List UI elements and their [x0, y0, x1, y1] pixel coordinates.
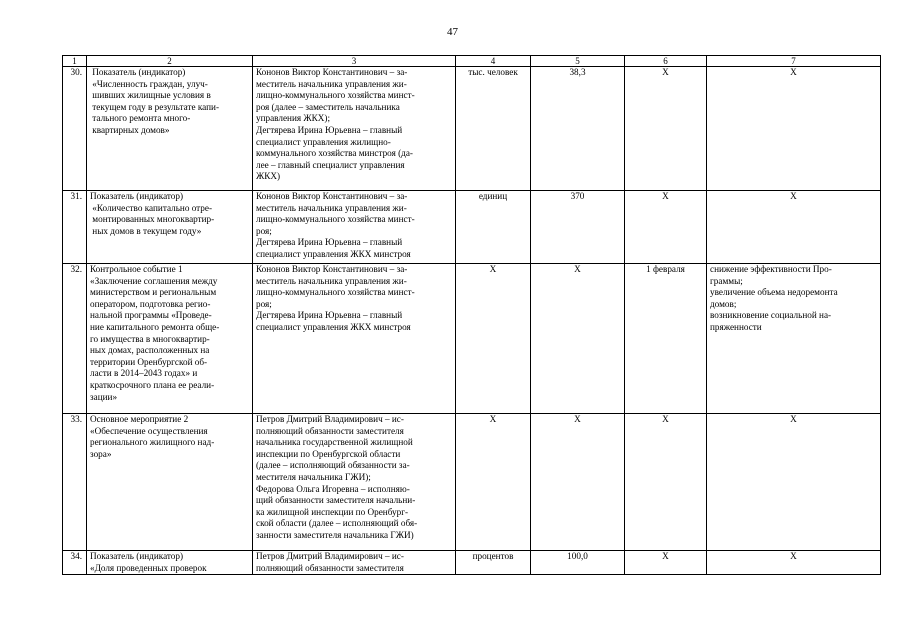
risks: Х: [707, 67, 881, 191]
unit-of-measure: Х: [456, 414, 531, 551]
indicator-value: 370: [531, 191, 625, 264]
deadline: 1 февраля: [625, 264, 707, 414]
responsible-persons: Кононов Виктор Константинович – за- меститель начальника управления жи- лищно-коммунального хозяйства минст- роя; Дегтярева Ирина Юрьевна – главный специалист управления ЖКХ минстроя: [253, 264, 456, 414]
row-number: 30.: [63, 67, 87, 191]
row-number: 34.: [63, 551, 87, 575]
column-header-6: 6: [625, 56, 707, 67]
item-name: Основное мероприятие 2 «Обеспечение осуществления регионального жилищного над- зора»: [87, 414, 253, 551]
table-row: [63, 191, 881, 264]
unit-of-measure: единиц: [456, 191, 531, 264]
unit-of-measure: Х: [456, 264, 531, 414]
page-number: 47: [447, 26, 458, 38]
table-row: [63, 551, 881, 575]
table-row: [63, 414, 881, 551]
header-row: [63, 56, 881, 67]
row-number: 32.: [63, 264, 87, 414]
table-row: [63, 67, 881, 191]
column-header-3: 3: [253, 56, 456, 67]
unit-of-measure: тыс. человек: [456, 67, 531, 191]
item-name: Контрольное событие 1 «Заключение соглашения между министерством и региональным оператором, подготовка регио- нальной программы «Проведе- ние капитального ремонта обще- го имущества в многоквартир- ных домах, расположенных на территории Оренбургской об- ласти в 2014–2043 годах» и краткосрочного плана ее реали- зации»: [87, 264, 253, 414]
indicator-value: 100,0: [531, 551, 625, 575]
responsible-persons: Петров Дмитрий Владимирович – ис- полняющий обязанности заместителя: [253, 551, 456, 575]
risks: снижение эффективности Про- граммы; увеличение объема недоремонта домов; возникновение социальной на- пряженности: [707, 264, 881, 414]
column-header-2: 2: [87, 56, 253, 67]
risks: Х: [707, 191, 881, 264]
unit-of-measure: процентов: [456, 551, 531, 575]
deadline: Х: [625, 414, 707, 551]
risks: Х: [707, 414, 881, 551]
column-header-1: 1: [63, 56, 87, 67]
item-name: Показатель (индикатор) «Количество капитально отре- монтированных многоквартир- ных домов в текущем году»: [87, 191, 253, 264]
item-name: Показатель (индикатор) «Численность граждан, улуч- шивших жилищные условия в текущем году в результате капи- тального ремонта много- квартирных домов»: [87, 67, 253, 191]
column-header-4: 4: [456, 56, 531, 67]
table-row: [63, 264, 881, 414]
indicator-value: Х: [531, 414, 625, 551]
deadline: Х: [625, 191, 707, 264]
row-number: 31.: [63, 191, 87, 264]
indicator-value: 38,3: [531, 67, 625, 191]
row-number: 33.: [63, 414, 87, 551]
deadline: Х: [625, 551, 707, 575]
column-header-5: 5: [531, 56, 625, 67]
indicator-value: Х: [531, 264, 625, 414]
responsible-persons: Петров Дмитрий Владимирович – ис- полняющий обязанности заместителя начальника государственной жилищной инспекции по Оренбургской области (далее – исполняющий обязанности за- местителя начальника ГЖИ); Федорова Ольга Игоревна – исполняю- щий обязанности заместителя начальни- ка жилищной инспекции по Оренбург- ской области (далее – исполняющий обя- занности заместителя начальника ГЖИ): [253, 414, 456, 551]
responsibility-table: [62, 55, 881, 575]
responsible-persons: Кононов Виктор Константинович – за- меститель начальника управления жи- лищно-коммунального хозяйства минст- роя; Дегтярева Ирина Юрьевна – главный специалист управления ЖКХ минстроя: [253, 191, 456, 264]
item-name: Показатель (индикатор) «Доля проведенных проверок: [87, 551, 253, 575]
deadline: Х: [625, 67, 707, 191]
risks: Х: [707, 551, 881, 575]
responsible-persons: Кононов Виктор Константинович – за- меститель начальника управления жи- лищно-коммунального хозяйства минст- роя (далее – заместитель начальника управления ЖКХ); Дегтярева Ирина Юрьевна – главный специалист управления жилищно- коммунального хозяйства минстроя (да- лее – главный специалист управления ЖКХ): [253, 67, 456, 191]
column-header-7: 7: [707, 56, 881, 67]
